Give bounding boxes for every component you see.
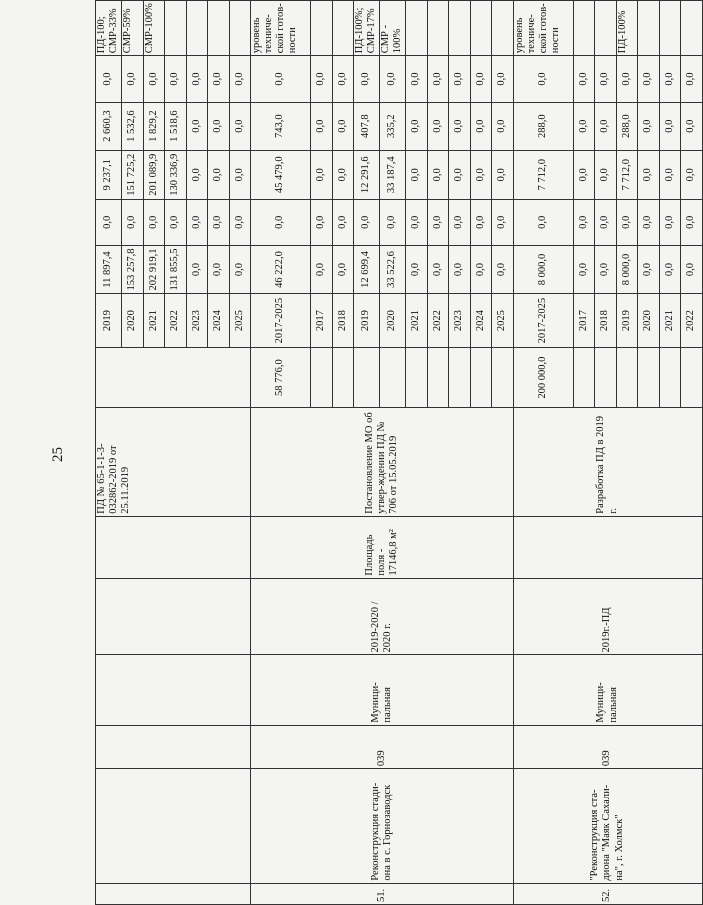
top-name-cell [96,769,251,883]
total-cell: 0,0 [638,245,660,294]
note-cell [165,1,187,56]
total-cell: 0,0 [492,245,514,294]
total-cell: 131 855,5 [165,245,187,294]
federal-cell: 0,0 [208,200,230,246]
table-row [513,1,573,905]
other-cell: 0,0 [251,56,311,102]
year-cell: 2019 [616,294,638,347]
note-cell: уровень техниче-ской готов-ности [513,1,573,56]
federal-cell: 0,0 [595,200,617,246]
row52-name: "Реконструкция ста-диона "Маяк Сахали-на", г. Холмск" [513,769,702,883]
note-cell [332,1,354,56]
total-cell: 0,0 [311,245,333,294]
regional-cell: 130 336,9 [165,150,187,200]
regional-cell: 0,0 [229,150,251,200]
other-cell: 0,0 [311,56,333,102]
other-cell: 0,0 [380,56,406,102]
total-cell: 0,0 [229,245,251,294]
federal-cell: 0,0 [449,200,471,246]
total-cell: 0,0 [659,245,681,294]
note-cell [595,1,617,56]
local-cell: 743,0 [251,102,311,150]
total-cell: 0,0 [681,245,703,294]
total-cell: 8 000,0 [513,245,573,294]
note-cell [406,1,428,56]
year-cell: 2023 [186,294,208,347]
total-cell: 33 522,6 [380,245,406,294]
local-cell: 1 829,2 [143,102,165,150]
top-capacity-cell [96,516,251,578]
regional-cell: 0,0 [470,150,492,200]
total-cell: 11 897,4 [96,245,122,294]
regional-cell: 45 479,0 [251,150,311,200]
local-cell: 0,0 [492,102,514,150]
year-cell: 2025 [229,294,251,347]
local-cell: 1 532,6 [122,102,144,150]
federal-cell: 0,0 [659,200,681,246]
row51-doc: Постановление МО об утвер-ждении ПД № 706 от 15.05.2019 [251,408,514,516]
local-cell: 0,0 [186,102,208,150]
other-cell: 0,0 [332,56,354,102]
regional-cell: 0,0 [208,150,230,200]
top-num-cell [96,883,251,904]
regional-cell: 0,0 [427,150,449,200]
local-cell: 1 518,6 [165,102,187,150]
note-cell [470,1,492,56]
regional-cell: 0,0 [595,150,617,200]
row51-capacity: Площадь поля - 17146,8 м² [251,516,514,578]
note-cell [208,1,230,56]
row51-ownership: Муници-пальная [251,655,514,725]
row52-code: 039 [513,725,702,769]
note-cell: СМР-100% [143,1,165,56]
note-cell [229,1,251,56]
local-cell: 0,0 [208,102,230,150]
other-cell: 0,0 [229,56,251,102]
row51-cost-blank [470,347,492,408]
year-cell: 2017-2025 [513,294,573,347]
note-cell [573,1,595,56]
regional-cell: 12 291,6 [354,150,380,200]
row52-cost-blank [616,347,638,408]
local-cell: 0,0 [638,102,660,150]
note-cell [186,1,208,56]
other-cell: 0,0 [186,56,208,102]
page-number: 25 [50,447,66,462]
regional-cell: 9 237,1 [96,150,122,200]
year-cell: 2019 [96,294,122,347]
federal-cell: 0,0 [616,200,638,246]
local-cell: 0,0 [406,102,428,150]
other-cell: 0,0 [681,56,703,102]
top-cost-cell [96,347,251,408]
year-cell: 2017 [573,294,595,347]
federal-cell: 0,0 [513,200,573,246]
regional-cell: 0,0 [638,150,660,200]
table-row [96,1,122,905]
year-cell: 2024 [470,294,492,347]
note-cell: СМР-59% [122,1,144,56]
regional-cell: 0,0 [332,150,354,200]
row52-num: 52. [513,883,702,904]
year-cell: 2017-2025 [251,294,311,347]
local-cell: 0,0 [573,102,595,150]
other-cell: 0,0 [406,56,428,102]
federal-cell: 0,0 [96,200,122,246]
other-cell: 0,0 [208,56,230,102]
year-cell: 2021 [143,294,165,347]
row52-cost: 200 000,0 [513,347,573,408]
note-cell [311,1,333,56]
other-cell: 0,0 [492,56,514,102]
note-cell: ПД-100; СМР-33% [96,1,122,56]
regional-cell: 0,0 [573,150,595,200]
regional-cell: 7 712,0 [513,150,573,200]
federal-cell: 0,0 [470,200,492,246]
top-code-cell [96,725,251,769]
federal-cell: 0,0 [186,200,208,246]
total-cell: 0,0 [406,245,428,294]
other-cell: 0,0 [96,56,122,102]
local-cell: 0,0 [595,102,617,150]
row52-period: 2019г.-ПД [513,578,702,655]
note-cell: ПД-100%; СМР-17% [354,1,380,56]
row52-ownership: Муници-пальная [513,655,702,725]
regional-cell: 0,0 [681,150,703,200]
year-cell: 2017 [311,294,333,347]
total-cell: 202 919,1 [143,245,165,294]
year-cell: 2021 [406,294,428,347]
other-cell: 0,0 [354,56,380,102]
note-cell: ПД-100% [616,1,638,56]
local-cell: 2 660,3 [96,102,122,150]
row51-cost-blank [380,347,406,408]
row52-cost-blank [573,347,595,408]
row52-cost-blank [681,347,703,408]
note-cell [681,1,703,56]
total-cell: 0,0 [186,245,208,294]
regional-cell: 0,0 [449,150,471,200]
other-cell: 0,0 [595,56,617,102]
row52-cost-blank [595,347,617,408]
local-cell: 0,0 [311,102,333,150]
year-cell: 2018 [332,294,354,347]
year-cell: 2023 [449,294,471,347]
year-cell: 2021 [659,294,681,347]
row51-cost-blank [311,347,333,408]
year-cell: 2024 [208,294,230,347]
federal-cell: 0,0 [143,200,165,246]
row51-cost-blank [354,347,380,408]
federal-cell: 0,0 [380,200,406,246]
federal-cell: 0,0 [354,200,380,246]
regional-cell: 151 725,2 [122,150,144,200]
total-cell: 0,0 [470,245,492,294]
total-cell: 12 699,4 [354,245,380,294]
other-cell: 0,0 [513,56,573,102]
regional-cell: 0,0 [492,150,514,200]
note-cell [492,1,514,56]
year-cell: 2020 [380,294,406,347]
regional-cell: 0,0 [406,150,428,200]
other-cell: 0,0 [427,56,449,102]
total-cell: 0,0 [427,245,449,294]
federal-cell: 0,0 [406,200,428,246]
federal-cell: 0,0 [573,200,595,246]
other-cell: 0,0 [616,56,638,102]
note-cell [659,1,681,56]
year-cell: 2022 [427,294,449,347]
total-cell: 0,0 [573,245,595,294]
year-cell: 2020 [122,294,144,347]
local-cell: 0,0 [681,102,703,150]
federal-cell: 0,0 [638,200,660,246]
other-cell: 0,0 [470,56,492,102]
total-cell: 0,0 [332,245,354,294]
local-cell: 335,2 [380,102,406,150]
top-period-cell [96,578,251,655]
year-cell: 2020 [638,294,660,347]
local-cell: 0,0 [659,102,681,150]
total-cell: 0,0 [595,245,617,294]
note-cell [449,1,471,56]
other-cell: 0,0 [165,56,187,102]
year-cell: 2022 [165,294,187,347]
row51-cost-blank [406,347,428,408]
note-cell [638,1,660,56]
row51-name: Реконструкция стади-она в с. Горнозаводск [251,769,514,883]
total-cell: 8 000,0 [616,245,638,294]
row52-cost-blank [638,347,660,408]
other-cell: 0,0 [122,56,144,102]
year-cell: 2019 [354,294,380,347]
table-row [251,1,311,905]
row51-cost-blank [449,347,471,408]
note-cell: уровень техниче-ской готов-ности [251,1,311,56]
federal-cell: 0,0 [122,200,144,246]
regional-cell: 201 089,9 [143,150,165,200]
regional-cell: 0,0 [186,150,208,200]
regional-cell: 7 712,0 [616,150,638,200]
total-cell: 0,0 [208,245,230,294]
row52-capacity [513,516,702,578]
local-cell: 288,0 [616,102,638,150]
investment-table [95,0,703,905]
year-cell: 2025 [492,294,514,347]
total-cell: 153 257,8 [122,245,144,294]
row51-cost-blank [492,347,514,408]
other-cell: 0,0 [573,56,595,102]
regional-cell: 0,0 [659,150,681,200]
year-cell: 2022 [681,294,703,347]
local-cell: 407,8 [354,102,380,150]
other-cell: 0,0 [638,56,660,102]
local-cell: 0,0 [229,102,251,150]
federal-cell: 0,0 [332,200,354,246]
row51-cost-blank [427,347,449,408]
row51-num: 51. [251,883,514,904]
local-cell: 0,0 [470,102,492,150]
federal-cell: 0,0 [251,200,311,246]
total-cell: 46 222,0 [251,245,311,294]
regional-cell: 33 187,4 [380,150,406,200]
local-cell: 0,0 [449,102,471,150]
other-cell: 0,0 [143,56,165,102]
federal-cell: 0,0 [229,200,251,246]
local-cell: 0,0 [332,102,354,150]
federal-cell: 0,0 [165,200,187,246]
row51-cost: 58 776,0 [251,347,311,408]
top-expertise-cell: ПД № 65-1-1-3-032862-2019 от 25.11.2019 [96,408,251,516]
federal-cell: 0,0 [427,200,449,246]
federal-cell: 0,0 [681,200,703,246]
row51-cost-blank [332,347,354,408]
row52-doc: Разработка ПД в 2019 г. [513,408,702,516]
note-cell: СМР - 100% [380,1,406,56]
row51-code: 039 [251,725,514,769]
local-cell: 288,0 [513,102,573,150]
row52-cost-blank [659,347,681,408]
federal-cell: 0,0 [492,200,514,246]
other-cell: 0,0 [449,56,471,102]
federal-cell: 0,0 [311,200,333,246]
note-cell [427,1,449,56]
row51-period: 2019-2020 / 2020 г. [251,578,514,655]
year-cell: 2018 [595,294,617,347]
total-cell: 0,0 [449,245,471,294]
other-cell: 0,0 [659,56,681,102]
regional-cell: 0,0 [311,150,333,200]
local-cell: 0,0 [427,102,449,150]
top-ownership-cell [96,655,251,725]
